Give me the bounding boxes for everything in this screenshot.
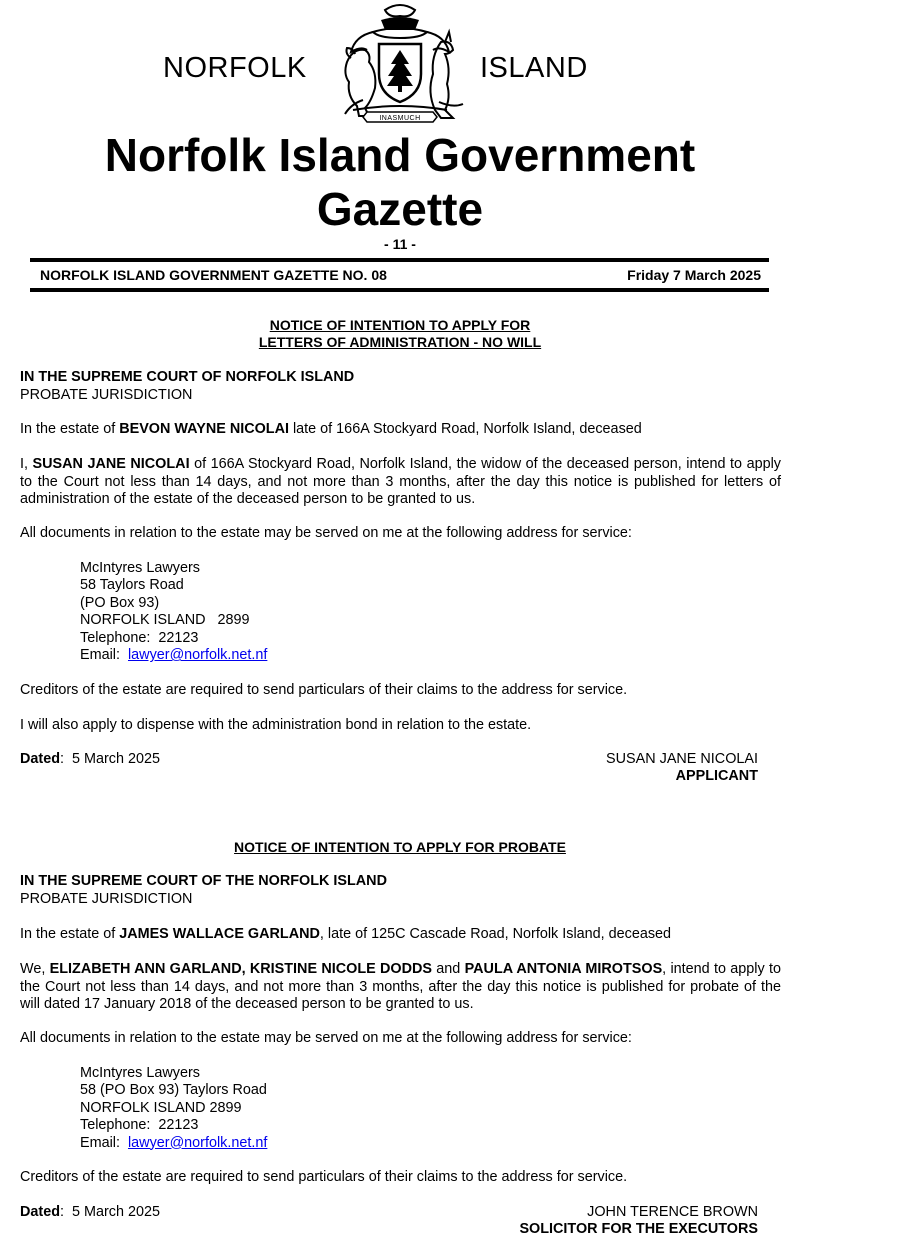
notice1-documents-paragraph: All documents in relation to the estate may be served on me at the following address for service:	[20, 525, 632, 541]
notice2-signatory: JOHN TERENCE BROWN	[587, 1204, 758, 1220]
notice1-heading-line1: NOTICE OF INTENTION TO APPLY FOR	[269, 317, 531, 333]
gazette-title-line2: Gazette	[316, 183, 484, 235]
notice1-signatory-role: APPLICANT	[675, 768, 758, 785]
notice1-applicant-name: SUSAN JANE NICOLAI	[32, 456, 190, 472]
gazette-number: NORFOLK ISLAND GOVERNMENT GAZETTE NO. 08	[40, 267, 387, 283]
notice1-estate-paragraph	[20, 421, 781, 439]
notice2-deceased-name: JAMES WALLACE GARLAND	[119, 926, 320, 942]
notice2-signatory-role: SOLICITOR FOR THE EXECUTORS	[519, 1221, 758, 1238]
email-label: Email:	[80, 1134, 128, 1151]
notice2-estate-pre: In the estate of	[20, 926, 120, 942]
notice1-creditors-paragraph: Creditors of the estate are required to send particulars of their claims to the address for service.	[20, 682, 628, 698]
email-label: Email:	[80, 647, 128, 664]
crest-motto-text: INASMUCH	[379, 115, 421, 122]
notice1-dated-line	[20, 751, 320, 769]
gazette-title-line1: Norfolk Island Government	[104, 129, 696, 181]
notice2-intent-and: and	[432, 961, 465, 977]
notice2-address-block	[80, 1065, 267, 1152]
notice2-creditors-paragraph: Creditors of the estate are required to send particulars of their claims to the address for service.	[20, 1169, 628, 1185]
notice2-intent-paragraph	[20, 961, 781, 1014]
notice2-heading: NOTICE OF INTENTION TO APPLY FOR PROBATE	[234, 839, 566, 855]
notice1-heading-line2: LETTERS OF ADMINISTRATION - NO WILL	[258, 334, 542, 350]
address-line: Telephone: 22123	[80, 1117, 199, 1134]
notice1-jurisdiction: PROBATE JURISDICTION	[20, 386, 193, 403]
notice2-court: IN THE SUPREME COURT OF THE NORFOLK ISLAND	[20, 873, 387, 889]
notice1-deceased-name: BEVON WAYNE NICOLAI	[119, 421, 289, 437]
address-line: 58 Taylors Road	[80, 577, 184, 594]
notice1-court: IN THE SUPREME COURT OF NORFOLK ISLAND	[20, 369, 355, 385]
notice2-estate-post: , late of 125C Cascade Road, Norfolk Island, deceased	[319, 926, 672, 942]
dated-value: : 5 March 2025	[59, 751, 160, 767]
notice2-signature-block	[519, 1204, 758, 1239]
notice1-email-link[interactable]: lawyer@norfolk.net.nf	[127, 647, 268, 664]
notice1-estate-pre: In the estate of	[20, 421, 120, 437]
address-line: 58 (PO Box 93) Taylors Road	[80, 1082, 267, 1099]
notice2-court-block	[20, 873, 781, 908]
address-line: McIntyres Lawyers	[80, 1065, 200, 1081]
gazette-date: Friday 7 March 2025	[627, 267, 761, 283]
notice2-email-link[interactable]: lawyer@norfolk.net.nf	[127, 1134, 268, 1151]
header-top-rule	[30, 258, 769, 262]
notice1-signatory: SUSAN JANE NICOLAI	[606, 751, 758, 767]
page-number: - 11 -	[384, 236, 416, 252]
notice2-intent-post: , intend to apply to the Court not less than 14 days, and not more than 3 months, after the day this notice is published for probate of the will dated 17 January 2018 of the deceased person to be granted to us.	[20, 961, 782, 1012]
notice1-court-block	[20, 369, 781, 404]
header-bottom-rule	[30, 288, 769, 292]
notice1-email-line	[80, 647, 267, 664]
dated-label: Dated	[20, 1204, 60, 1220]
notice2-dated-line	[20, 1204, 320, 1222]
notice1-intent-paragraph	[20, 456, 781, 509]
notice2-documents-paragraph: All documents in relation to the estate may be served on me at the following address for service:	[20, 1030, 632, 1046]
notice1-signature-block	[606, 751, 758, 786]
address-line: McIntyres Lawyers	[80, 560, 200, 576]
notice1-bond-paragraph: I will also apply to dispense with the administration bond in relation to the estate.	[20, 717, 532, 733]
coat-of-arms-crest	[333, 2, 467, 126]
notice1-intent-post: of 166A Stockyard Road, Norfolk Island, the widow of the deceased person, intend to apply to the Court not less than 14 days, and not more than 3 months, after the day this notice is published for letters of administration of the estate of the deceased person to be granted to us.	[20, 456, 781, 507]
notice2-estate-paragraph	[20, 926, 781, 944]
dated-value: : 5 March 2025	[59, 1204, 160, 1220]
notice2-executor-names: ELIZABETH ANN GARLAND, KRISTINE NICOLE DODDS	[49, 961, 432, 977]
notice1-address-block	[80, 560, 267, 664]
dated-label: Dated	[20, 751, 60, 767]
header-island-word: ISLAND	[480, 52, 588, 84]
header-norfolk-word: NORFOLK	[163, 52, 307, 84]
notice2-intent-pre: We,	[20, 961, 50, 977]
notice2-email-line	[80, 1135, 267, 1152]
notice2-jurisdiction: PROBATE JURISDICTION	[20, 890, 193, 907]
address-line: (PO Box 93)	[80, 594, 160, 611]
gazette-info-bar	[40, 267, 761, 283]
notice2-executor-name-last: PAULA ANTONIA MIROTSOS	[464, 961, 663, 977]
notice1-estate-post: late of 166A Stockyard Road, Norfolk Island, deceased	[288, 421, 642, 437]
address-line: NORFOLK ISLAND 2899	[80, 612, 250, 629]
address-line: NORFOLK ISLAND 2899	[80, 1099, 242, 1116]
notice1-intent-pre: I,	[20, 456, 33, 472]
address-line: Telephone: 22123	[80, 629, 199, 646]
